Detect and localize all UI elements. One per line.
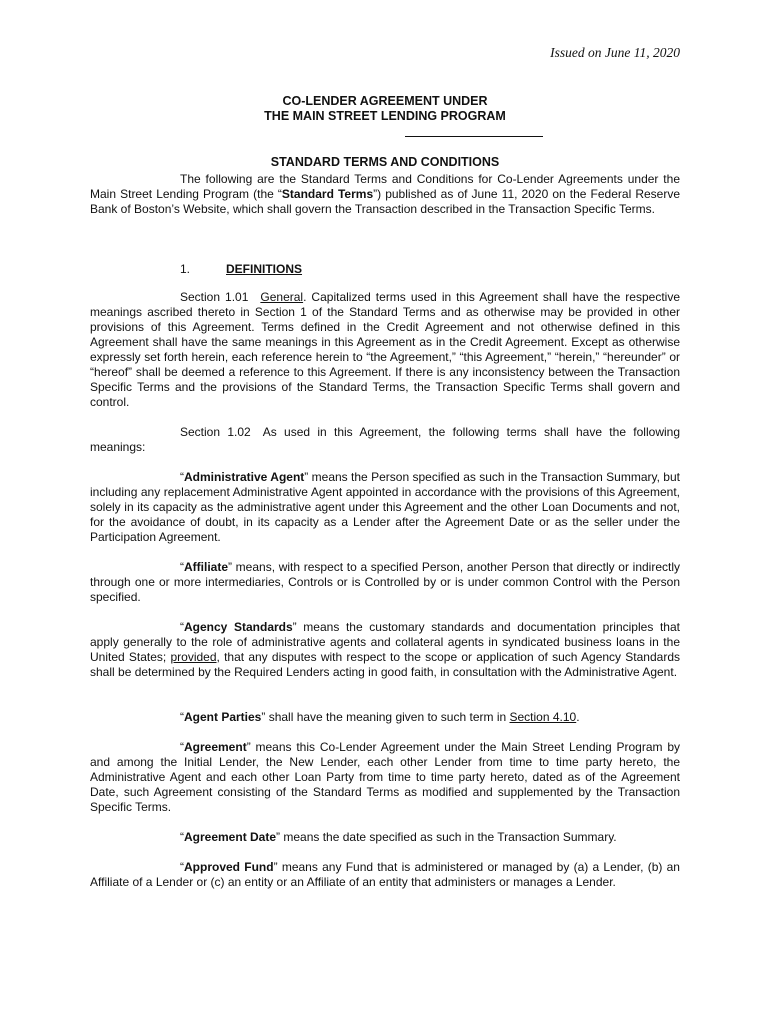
section-1-02: Section 1.02 As used in this Agreement, the following terms shall have the following meanings: bbox=[90, 425, 680, 454]
document-page bbox=[90, 0, 680, 1024]
definition-approved-fund: “Approved Fund” means any Fund that is administered or managed by (a) a Lender, (b) an Affiliate of a Lender or (c) an entity or an Affiliate of an entity that administers or manages a Lender. bbox=[90, 860, 680, 889]
definition-administrative-agent: “Administrative Agent” means the Person specified as such in the Transaction Summary, but including any replacement Administrative Agent appointed in accordance with the provisions of this Agreement, solely in its capacity as the administrative agent under this Agreement and the other Loan Documents and not, for the avoidance of doubt, in its capacity as a Lender after the Agreement Date or as the seller under the Participation Agreement. bbox=[90, 470, 680, 544]
document-title bbox=[90, 94, 680, 124]
standard-terms-term: Standard Terms bbox=[281, 187, 374, 201]
title-divider bbox=[405, 136, 543, 137]
definition-agreement-date: “Agreement Date” means the date specified as such in the Transaction Summary. bbox=[180, 830, 617, 844]
definition-agent-parties: “Agent Parties” shall have the meaning given to such term in Section 4.10. bbox=[180, 710, 580, 724]
section-caption-general: General bbox=[260, 290, 304, 304]
title-line-1: CO-LENDER AGREEMENT UNDER bbox=[282, 94, 488, 108]
intro-paragraph: The following are the Standard Terms and Conditions for Co-Lender Agreements under the Main Street Lending Program (the “Standard Terms”) published as of June 11, 2020 on the Federal Reserve Bank of Boston’s Website, which shall govern the Transaction described in the Transaction Specific Terms. bbox=[90, 172, 681, 216]
section-1-01: Section 1.01 General. Capitalized terms used in this Agreement shall have the respective meanings ascribed thereto in Section 1 of the Standard Terms and as otherwise may be provided in other provisions of this Agreement. Terms defined in the Credit Agreement and not otherwise defined in this Agreement shall have the same meanings in this Agreement as in the Credit Agreement. Except as otherwise expressly set forth herein, each reference herein to “the Agreement,” “this Agreement,” “herein,” “hereunder” or “hereof” shall be deemed a reference to this Agreement. If there is any inconsistency between the Transaction Specific Terms and the provisions of the Standard Terms, the Transaction Specific Terms shall govern and control. bbox=[90, 290, 680, 409]
section-heading-definitions: 1. DEFINITIONS bbox=[180, 262, 303, 276]
title-line-2: THE MAIN STREET LENDING PROGRAM bbox=[264, 109, 506, 123]
definition-agreement: “Agreement” means this Co-Lender Agreement under the Main Street Lending Program by and among the Initial Lender, the New Lender, each other Lender from time to time party hereto, the Administrative Agent and each other Loan Party from time to time party hereto, dated as of the Agreement Date, such Agreement consisting of the Standard Terms as modified and supplemented by the Transaction Specific Terms. bbox=[90, 740, 680, 814]
document-subtitle: STANDARD TERMS AND CONDITIONS bbox=[270, 155, 500, 169]
issued-date: Issued on June 11, 2020 bbox=[550, 45, 680, 60]
definition-affiliate: “Affiliate” means, with respect to a specified Person, another Person that directly or indirectly through one or more intermediaries, Controls or is Controlled by or is under common Control with the Person specified. bbox=[90, 560, 680, 604]
section-4-10-link[interactable]: Section 4.10 bbox=[509, 710, 577, 724]
definition-agency-standards: “Agency Standards” means the customary standards and documentation principles that apply generally to the role of administrative agents and collateral agents in syndicated business loans in the United States; provided, that any disputes with respect to the scope or application of such Agency Standards shall be determined by the Required Lenders acting in good faith, in consultation with the Administrative Agent. bbox=[90, 620, 680, 679]
